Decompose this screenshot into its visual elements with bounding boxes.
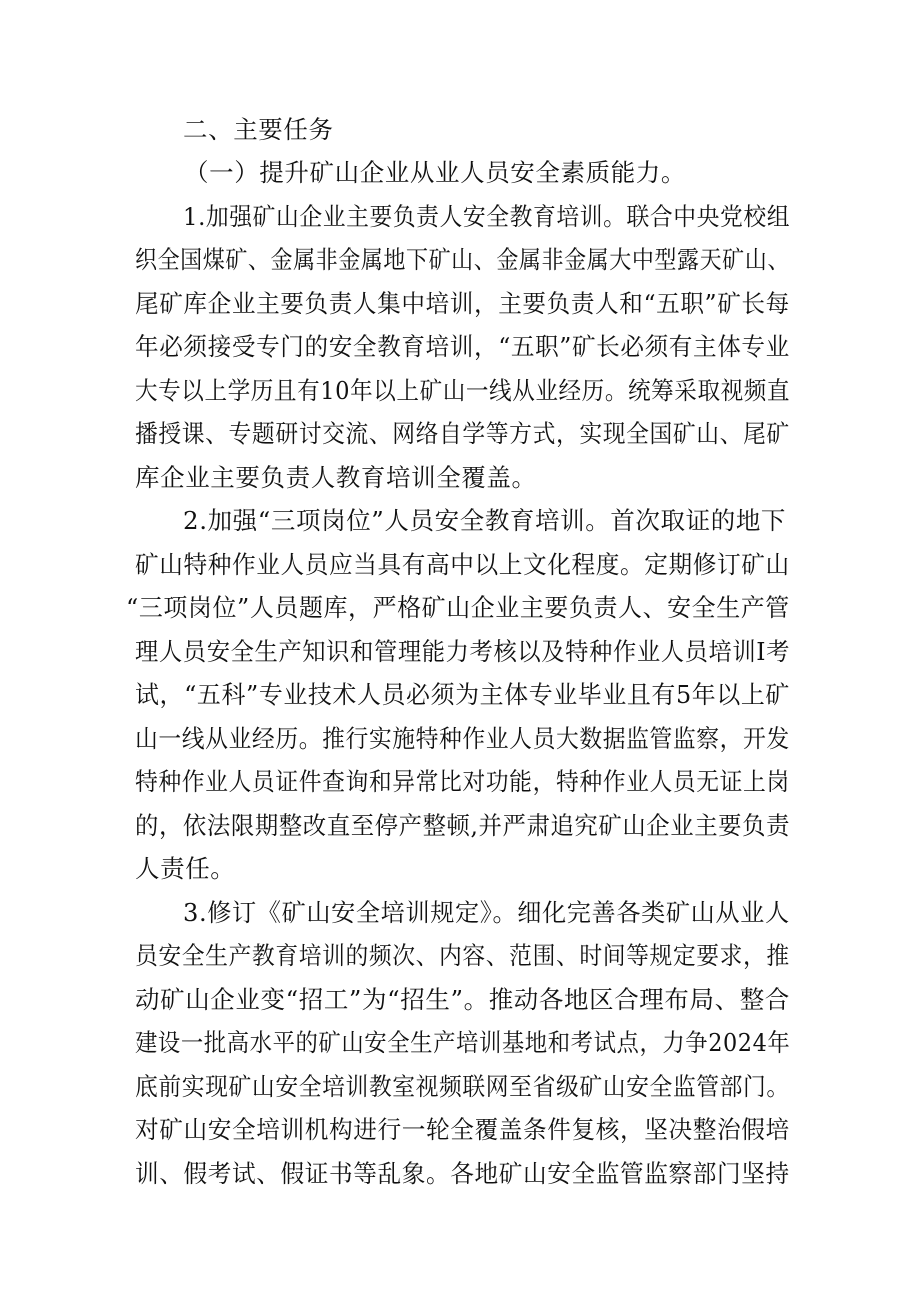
paragraph-line: “三项岗位”人员题库，严格矿山企业主要负责人、安全生产管 [126, 593, 790, 622]
paragraph-line: 底前实现矿山安全培训教室视频联网至省级矿山安全监管部门。 [135, 1072, 790, 1101]
section-heading: 二、主要任务 [183, 115, 334, 144]
paragraph-line: 动矿山企业变“招工”为“招生”。推动各地区合理布局、整合 [135, 985, 790, 1014]
paragraph-line: 的，依法限期整改直至停产整顿,并严肃追究矿山企业主要负责 [135, 811, 791, 840]
paragraph-line: 员安全生产教育培训的频次、内容、范围、时间等规定要求，推 [135, 941, 790, 970]
paragraph-line: 训、假考试、假证书等乱象。各地矿山安全监管监察部门坚持 [135, 1159, 790, 1188]
paragraph-line: 特种作业人员证件查询和异常比对功能，特种作业人员无证上岗 [135, 767, 790, 796]
paragraph-line: 年必须接受专门的安全教育培训，“五职”矿长必须有主体专业 [135, 332, 790, 361]
subsection-heading: （一）提升矿山企业从业人员安全素质能力。 [184, 158, 686, 187]
paragraph-line: 建设一批高水平的矿山安全生产培训基地和考试点，力争2024年 [135, 1028, 791, 1057]
paragraph-line: 织全国煤矿、金属非金属地下矿山、金属非金属大中型露天矿山、 [135, 245, 790, 274]
paragraph-line: 尾矿库企业主要负责人集中培训，主要负责人和“五职”矿长每 [135, 289, 790, 318]
paragraph-line: 矿山特种作业人员应当具有高中以上文化程度。定期修订矿山 [135, 550, 790, 579]
paragraph-line: 1.加强矿山企业主要负责人安全教育培训。联合中央党校组 [183, 202, 791, 231]
paragraph-line: 山一线从业经历。推行实施特种作业人员大数据监管监察，开发 [135, 724, 790, 753]
paragraph-line: 大专以上学历且有10年以上矿山一线从业经历。统筹采取视频直 [135, 376, 791, 405]
paragraph-line: 对矿山安全培训机构进行一轮全覆盖条件复核，坚决整治假培 [135, 1115, 790, 1144]
paragraph-line: 3.修订《矿山安全培训规定》。细化完善各类矿山从业人 [183, 898, 790, 927]
paragraph-line: 播授课、专题研讨交流、网络自学等方式，实现全国矿山、尾矿 [135, 419, 790, 448]
paragraph-line: 理人员安全生产知识和管理能力考核以及特种作业人员培训I考 [135, 637, 790, 666]
paragraph-line: 试，“五科”专业技术人员必须为主体专业毕业且有5年以上矿 [135, 680, 790, 709]
paragraph-line: 人责任。 [135, 854, 236, 883]
paragraph-line: 库企业主要负责人教育培训全覆盖。 [135, 463, 537, 492]
paragraph-line: 2.加强“三项岗位”人员安全教育培训。首次取证的地下 [183, 506, 787, 535]
